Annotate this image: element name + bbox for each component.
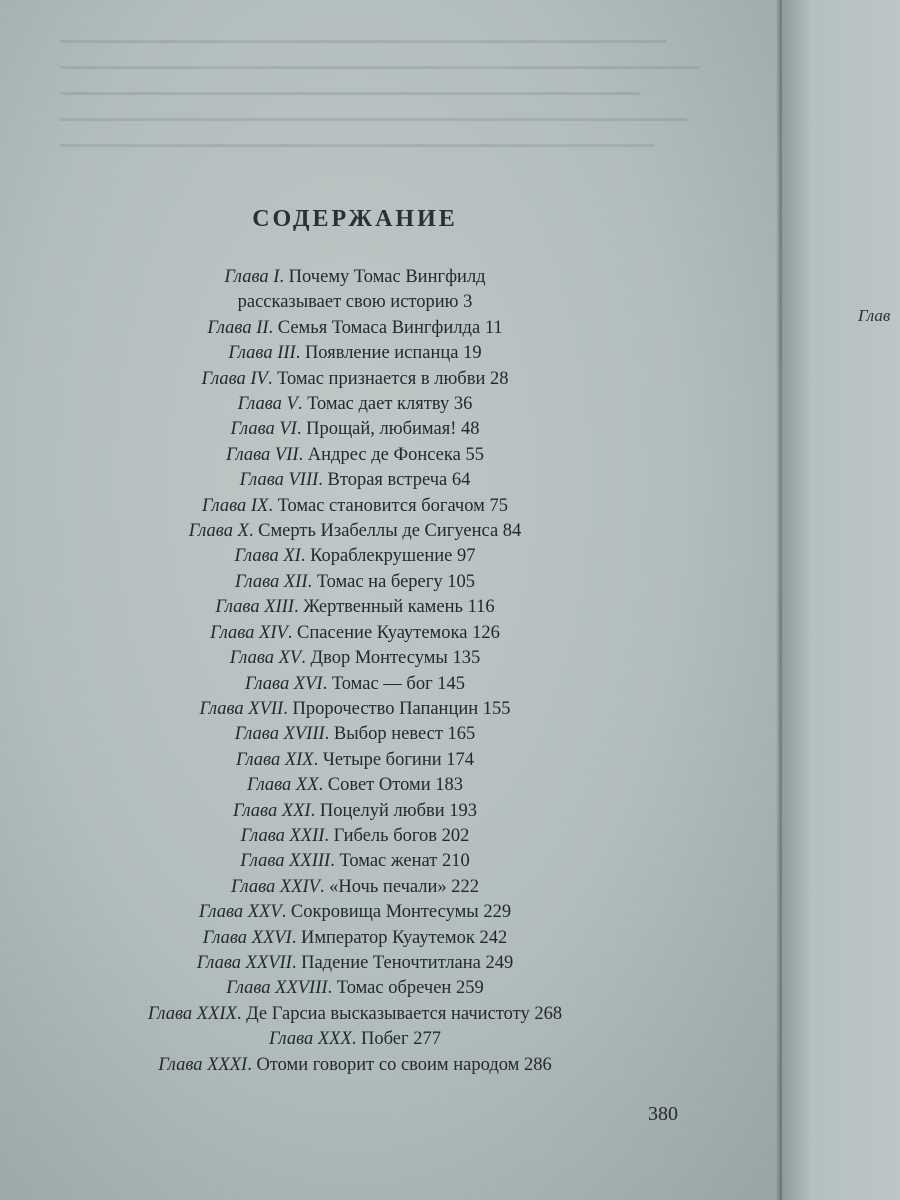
- chapter-title: Томас обречен: [336, 978, 452, 999]
- chapter-page: 36: [453, 394, 473, 415]
- toc-entry: Глава XIV. Спасение Куаутемока 126: [210, 622, 500, 643]
- toc-entry: Глава XXIX. Де Гарсиа высказывается начистоту 268: [147, 1003, 563, 1024]
- chapter-page: 75: [489, 495, 508, 516]
- chapter-title: Томас дает клятву: [307, 394, 450, 415]
- chapter-label: Глава IX: [202, 495, 269, 516]
- toc-entry: Глава V. Томас дает клятву 36: [237, 394, 473, 415]
- chapter-label: Глава XXIX: [147, 1003, 237, 1024]
- chapter-page: 11: [484, 317, 503, 338]
- chapter-label: Глава XVI: [244, 673, 323, 694]
- table-of-contents: [0, 265, 710, 1078]
- chapter-label: Глава XXII: [240, 825, 325, 846]
- chapter-title: Семья Томаса Вингфилда: [277, 317, 481, 338]
- chapter-page: 97: [456, 546, 476, 567]
- right-page: [782, 0, 900, 1200]
- chapter-label: Глава XIII: [215, 597, 294, 618]
- toc-entry: Глава XVI. Томас — бог 145: [244, 673, 466, 694]
- toc-entry: Глава XV. Двор Монтесумы 135: [229, 648, 481, 669]
- chapter-title: Император Куаутемок: [300, 927, 475, 948]
- toc-entry: Глава XXIV. «Ночь печали» 222: [230, 876, 480, 897]
- toc-entry: Глава IV. Томас признается в любви 28: [201, 368, 509, 389]
- toc-entry: Глава XXVI. Император Куаутемок 242: [202, 927, 508, 948]
- chapter-label: Глава XXV: [198, 902, 282, 923]
- chapter-title: Томас становится богачом: [277, 495, 485, 516]
- chapter-page: 3: [463, 292, 473, 313]
- chapter-label: Глава XVII: [199, 698, 284, 719]
- chapter-label: Глава XXXI: [158, 1054, 248, 1075]
- chapter-label: Глава VII: [226, 444, 299, 465]
- toc-entry: Глава XIII. Жертвенный камень 116: [215, 597, 495, 618]
- chapter-title: Пророчество Папанцин: [292, 698, 479, 719]
- chapter-title: Падение Теночтитлана: [301, 952, 481, 973]
- chapter-label: Глава XIV: [210, 622, 288, 643]
- chapter-label: Глава XXVII: [196, 952, 292, 973]
- chapter-title: Кораблекрушение: [310, 546, 453, 567]
- chapter-title: Побег: [361, 1029, 409, 1050]
- chapter-page: 19: [463, 343, 482, 364]
- toc-entry: Глава I. Почему Томас Вингфилд рассказывает свою историю 3: [0, 265, 710, 316]
- chapter-label: Глава XXVI: [202, 927, 292, 948]
- chapter-title: Появление испанца: [304, 343, 459, 364]
- chapter-title: Прощай, любимая!: [306, 419, 457, 440]
- chapter-page: 126: [472, 622, 500, 643]
- chapter-page: 229: [483, 902, 512, 923]
- chapter-label: Глава XIX: [235, 749, 314, 770]
- toc-entry: Глава II. Семья Томаса Вингфилда 11: [207, 317, 503, 338]
- toc-entry: Глава VII. Андрес де Фонсека 55: [226, 444, 484, 465]
- chapter-page: 183: [435, 775, 463, 796]
- chapter-page: 249: [485, 952, 514, 973]
- chapter-page: 277: [413, 1029, 441, 1050]
- toc-entry: Глава XIX. Четыре богини 174: [235, 749, 475, 770]
- chapter-title: Совет Отоми: [327, 775, 431, 796]
- chapter-page: 259: [455, 978, 484, 999]
- chapter-label: Глава XI: [234, 546, 301, 567]
- chapter-label: Глава VI: [230, 419, 297, 440]
- chapter-page: 116: [467, 597, 495, 618]
- chapter-page: 202: [441, 825, 470, 846]
- chapter-title: Двор Монтесумы: [310, 648, 448, 669]
- toc-entry: Глава XII. Томас на берегу 105: [235, 571, 475, 592]
- chapter-title: Выбор невест: [333, 724, 443, 745]
- toc-entry: Глава III. Появление испанца 19: [228, 343, 482, 364]
- chapter-label: Глава XXI: [232, 800, 311, 821]
- chapter-title-continuation-text: рассказывает свою историю: [237, 292, 459, 313]
- show-through-text: [60, 40, 720, 170]
- chapter-title: Вторая встреча: [327, 470, 448, 491]
- chapter-title: Де Гарсиа высказывается начистоту: [246, 1003, 530, 1024]
- chapter-page: 222: [451, 876, 480, 897]
- chapter-label: Глава VIII: [239, 470, 319, 491]
- chapter-page: 105: [447, 571, 475, 592]
- chapter-page: 64: [451, 470, 471, 491]
- chapter-title: Четыре богини: [322, 749, 442, 770]
- chapter-label: Глава XXIV: [230, 876, 320, 897]
- chapter-page: 48: [461, 419, 480, 440]
- chapter-page: 210: [441, 851, 470, 872]
- chapter-label: Глава V: [237, 394, 298, 415]
- chapter-page: 55: [465, 444, 484, 465]
- chapter-title: Томас женат: [339, 851, 438, 872]
- chapter-page: 242: [479, 927, 508, 948]
- toc-entry: Глава XXVII. Падение Теночтитлана 249: [196, 952, 514, 973]
- chapter-title: Томас на берегу: [316, 571, 443, 592]
- chapter-title: Томас признается в любви: [277, 368, 486, 389]
- chapter-title: Жертвенный камень: [303, 597, 463, 618]
- toc-entry: Глава XVIII. Выбор невест 165: [234, 724, 476, 745]
- toc-entry: Глава XX. Совет Отоми 183: [247, 775, 463, 796]
- chapter-title: Андрес де Фонсека: [307, 444, 461, 465]
- toc-entry: Глава XXX. Побег 277: [269, 1029, 441, 1050]
- chapter-label: Глава XII: [235, 571, 308, 592]
- chapter-page: 193: [449, 800, 478, 821]
- toc-entry: Глава XXIII. Томас женат 210: [240, 851, 470, 872]
- toc-entry: Глава XI. Кораблекрушение 97: [234, 546, 476, 567]
- toc-entry: Глава XXXI. Отоми говорит со своим народом 286: [158, 1054, 552, 1075]
- chapter-page: 145: [437, 673, 466, 694]
- right-page-fragment: Глав: [858, 306, 891, 325]
- chapter-label: Глава X: [188, 521, 249, 542]
- chapter-page: 286: [523, 1054, 552, 1075]
- page-title: СОДЕРЖАНИЕ: [252, 206, 458, 232]
- chapter-title: Томас — бог: [331, 673, 433, 694]
- toc-entry: Глава XXII. Гибель богов 202: [240, 825, 470, 846]
- toc-entry: Глава XXV. Сокровища Монтесумы 229: [198, 902, 512, 923]
- chapter-label: Глава XXIII: [240, 851, 331, 872]
- chapter-title: Поцелуй любви: [319, 800, 445, 821]
- toc-entry: Глава X. Смерть Изабеллы де Сигуенса 84: [188, 521, 522, 542]
- chapter-label: Глава III: [228, 343, 296, 364]
- chapter-title: Смерть Изабеллы де Сигуенса: [258, 521, 499, 542]
- chapter-page: 135: [452, 648, 481, 669]
- chapter-title: Отоми говорит со своим народом: [256, 1054, 520, 1075]
- chapter-page: 28: [489, 368, 509, 389]
- chapter-label: Глава IV: [201, 368, 268, 389]
- chapter-label: Глава XXX: [269, 1029, 352, 1050]
- toc-entry: Глава XXI. Поцелуй любви 193: [232, 800, 478, 821]
- toc-entry: Глава VI. Прощай, любимая! 48: [230, 419, 480, 440]
- chapter-title: Сокровища Монтесумы: [290, 902, 479, 923]
- chapter-page: 84: [502, 521, 522, 542]
- page-number: 380: [648, 1103, 678, 1125]
- chapter-page: 155: [482, 698, 511, 719]
- toc-entry: Глава XXVIII. Томас обречен 259: [226, 978, 484, 999]
- chapter-title: Почему Томас Вингфилд: [288, 267, 486, 287]
- chapter-title: Спасение Куаутемока: [297, 622, 468, 643]
- toc-entry: Глава XVII. Пророчество Папанцин 155: [199, 698, 511, 719]
- toc-entry: Глава IX. Томас становится богачом 75: [202, 495, 508, 516]
- chapter-page: 165: [447, 724, 476, 745]
- chapter-page: 174: [446, 749, 475, 770]
- chapter-label: Глава XXVIII: [226, 978, 328, 999]
- chapter-label: Глава XV: [229, 648, 302, 669]
- chapter-label: Глава II: [207, 317, 269, 338]
- chapter-label: Глава I: [224, 267, 280, 287]
- chapter-title: «Ночь печали»: [329, 876, 447, 897]
- toc-entry: Глава VIII. Вторая встреча 64: [239, 470, 471, 491]
- chapter-label: Глава XVIII: [234, 724, 325, 745]
- chapter-page: 268: [534, 1003, 563, 1024]
- chapter-title: Гибель богов: [333, 825, 437, 846]
- chapter-label: Глава XX: [247, 775, 319, 796]
- chapter-title-continuation: [0, 290, 710, 315]
